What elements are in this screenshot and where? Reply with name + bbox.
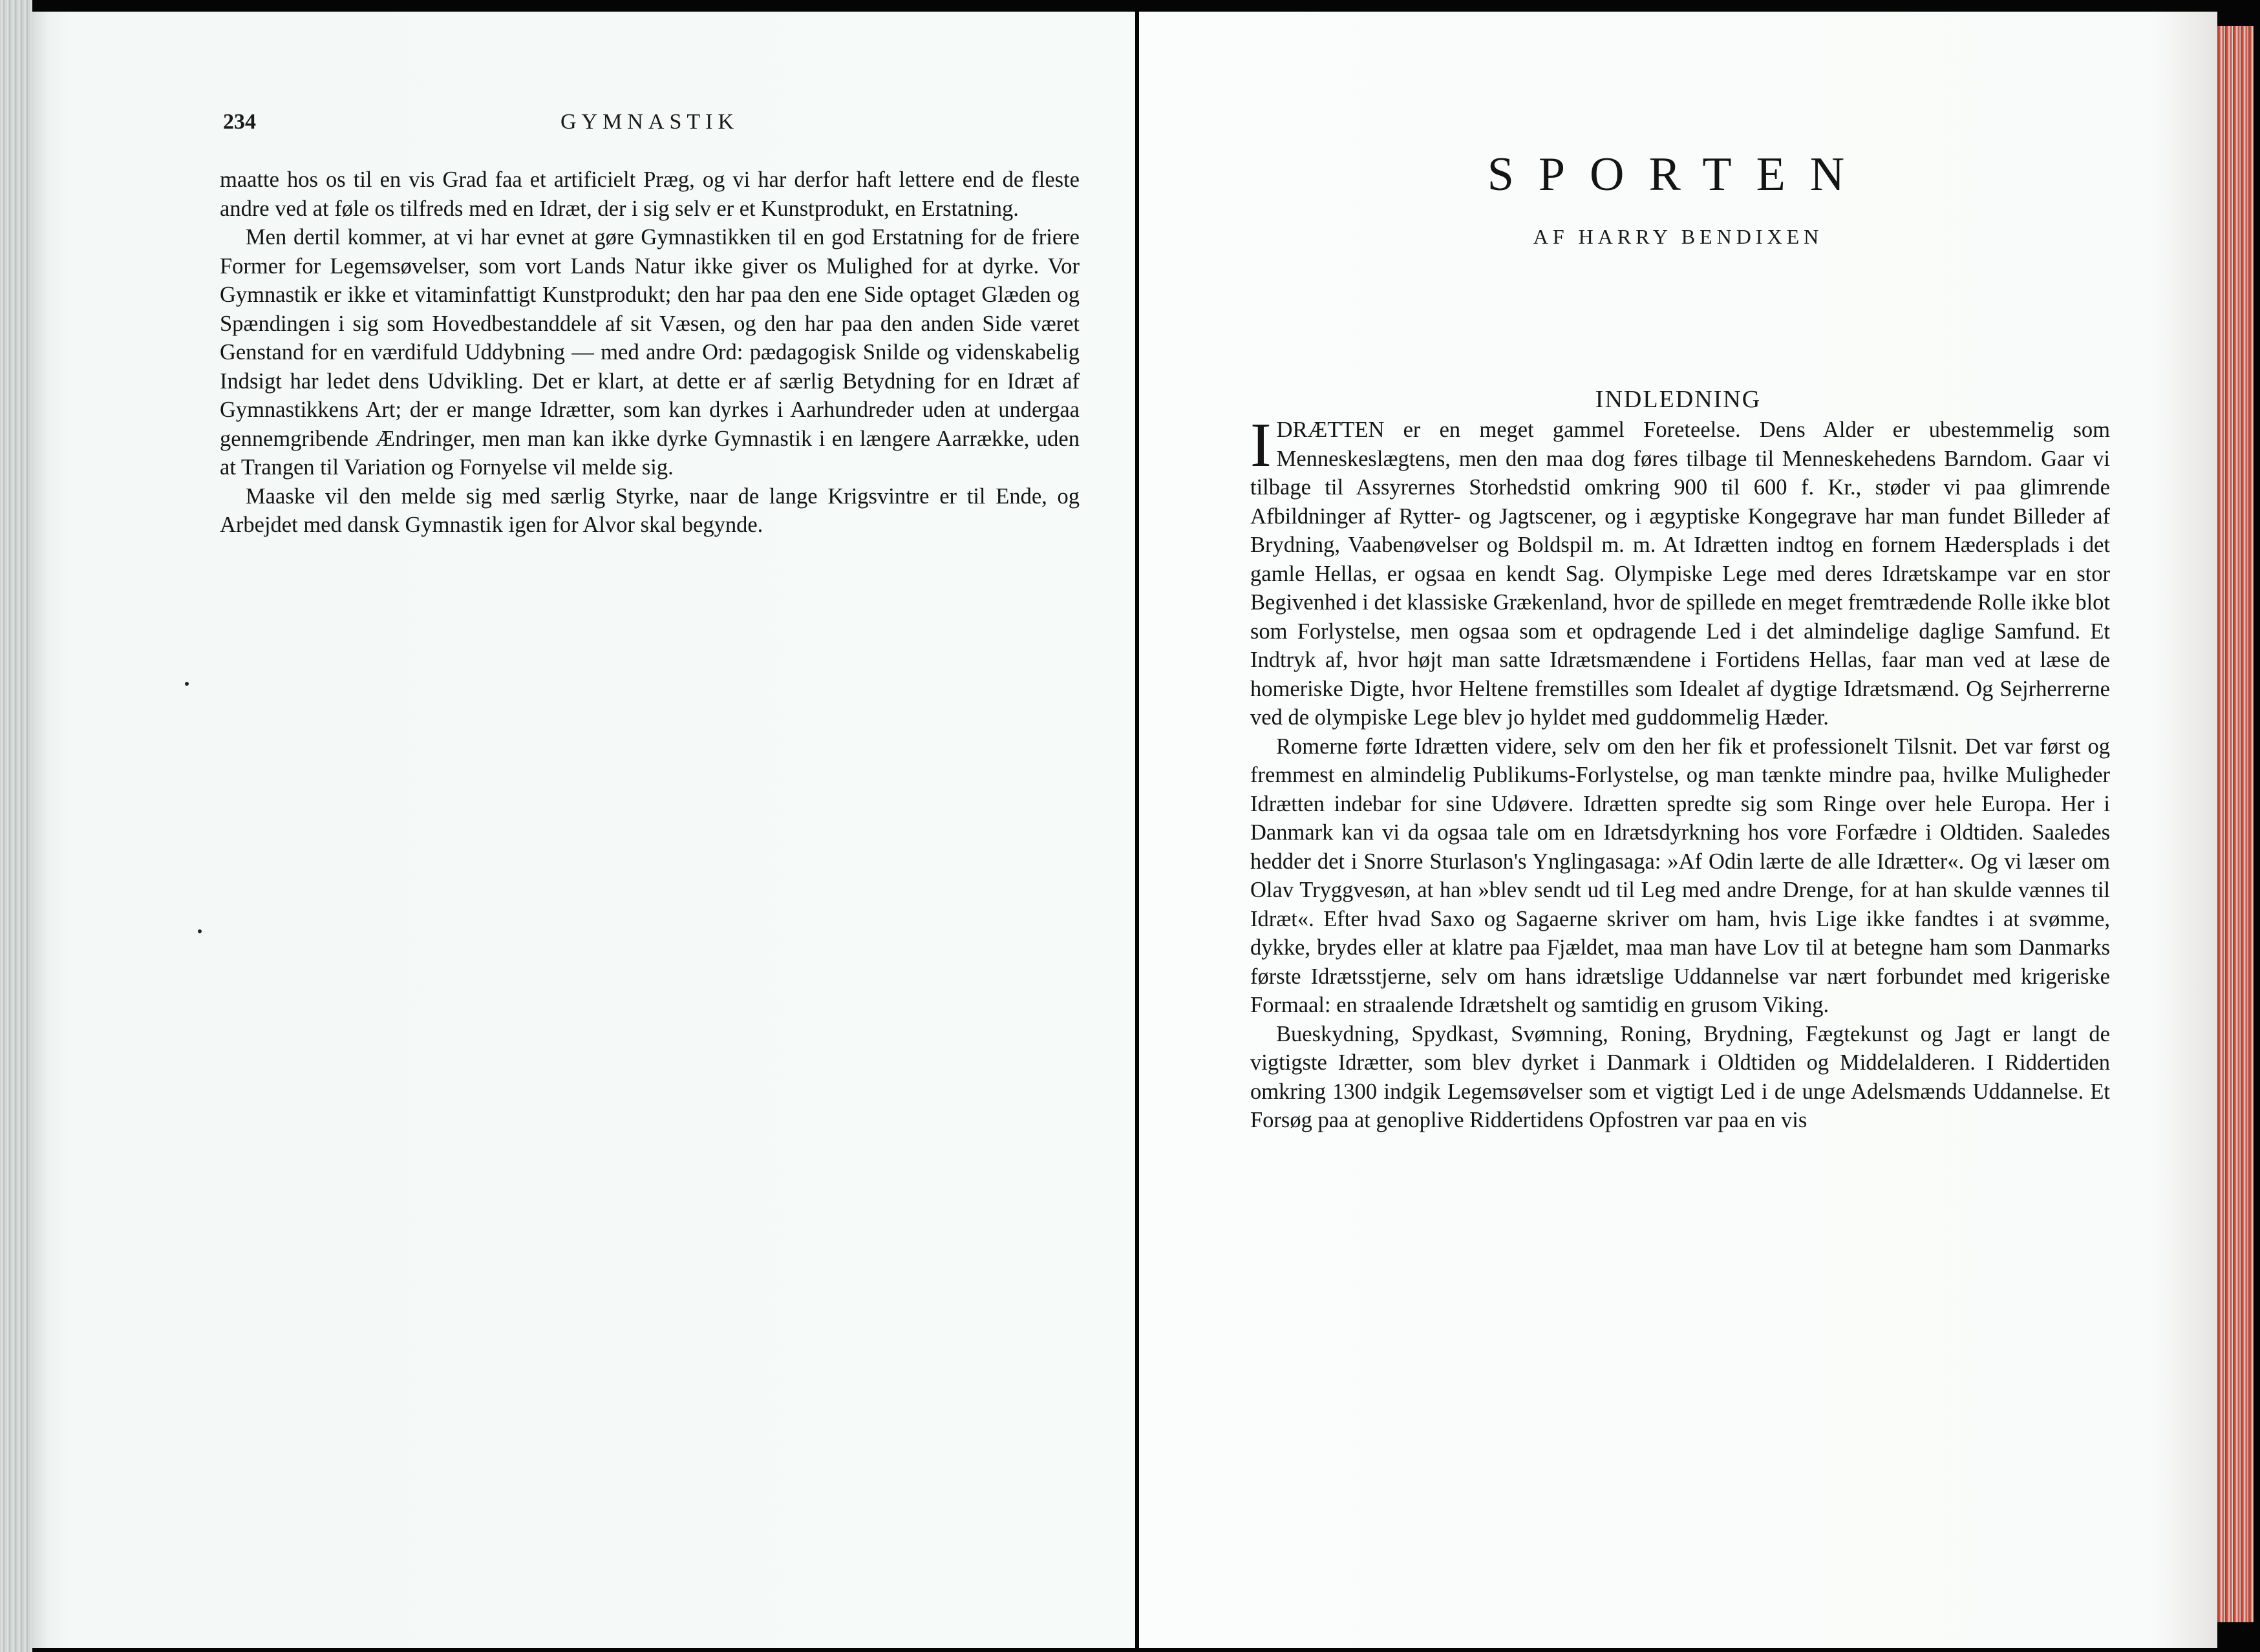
first-paragraph-text: er en meget gammel Foreteelse. Dens Alder er ubestemmelig som Menneskeslægtens, men den maa dog føres tilbage til Menneskehedens Barndom. Gaar vi tilbage til Assyrernes Storhedstid omkring 900 til 600 f. Kr., støder vi paa glimrende Afbildninger af Rytter- og Jagtscener, og i ægyptiske Kongegrave har man fundet Billeder af Brydning, Vaabenøvelser og Boldspil m. m. At Idrætten indtog en fornem Hædersplads i det gamle Hellas, er ogsaa en kendt Sag. Olympiske Lege med deres Idrætskampe var en stor Begivenhed i det klassiske Grækenland, hvor de spillede en meget fremtrædende Rolle ikke blot som Forlystelse, men ogsaa som et opdragende Led i det almindelige daglige Samfund. Et Indtryk af, hvor højt man satte Idrætsmændene i Fortidens Hellas, faar man ved at læse de homeriske Digte, hvor Heltene fremstilles som Idealet af dygtige Idrætsmænd. Og Sejrherrerne ved de olympiske Lege blev jo hyldet med guddommelig Hæder. <box>1250 418 2110 730</box>
page-number: 234 <box>223 110 256 134</box>
first-word-small-caps: DRÆTTEN <box>1276 418 1385 442</box>
right-page <box>1139 12 2217 1648</box>
chapter-title: SPORTEN <box>1487 148 1870 201</box>
right-page-edge <box>2217 26 2254 1622</box>
paragraph: Men dertil kommer, at vi har evnet at gøre Gymnastikken til en god Erstatning for de friere Former for Legemsøvelser, som vort Lands Natur ikke giver os Mulighed for at dyrke. Vor Gymnastik er ikke et vitaminfattigt Kunstprodukt; den har paa den ene Side optaget Glæden og Spændingen i sig som Hovedbestanddele af sit Væsen, og den har paa den anden Side været Genstand for en værdifuld Uddybning — med andre Ord: pædagogisk Snilde og videnskabelig Indsigt har ledet dens Udvikling. Det er klart, at dette er af særlig Betydning for en Idræt af Gymnastikkens Art; der er mange Idrætter, som kan dyrkes i Aarhundreder uden at undergaa gennemgribende Ændringer, men man kan ikke dyrke Gymnastik i en længere Aarrække, uden at Trangen til Variation og Fornyelse vil melde sig. <box>220 225 1080 480</box>
author-line: AF HARRY BENDIXEN <box>1533 225 1824 248</box>
paragraph: Romerne førte Idrætten videre, selv om den her fik et professionelt Tilsnit. Det var først og fremmest en almindelig Publikums-Forlystelse, og man tænkte mindre paa, hvilke Muligheder Idrætten indebar for sine Udøvere. Idrætten spredte sig som Ringe over hele Europa. Her i Danmark kan vi da ogsaa tale om en Idrætsdyrkning hos vore Forfædre i Oldtiden. Saaledes hedder det i Snorre Sturlason's Ynglingasaga: »Af Odin lærte de alle Idrætter«. Og vi læser om Olav Tryggvesøn, at han »blev sendt ud til Leg med andre Drenge, for at han skulde vænnes til Idræt«. Efter hvad Saxo og Sagaerne skriver om ham, hvis Lige ikke fandtes i at svømme, dykke, brydes eller at klatre paa Fjældet, maa man have Lov til at betegne ham som Danmarks første Idrætsstjerne, selv om hans idrætslige Uddannelse var nært forbundet med krigeriske Formaal: en straalende Idrætshelt og samtidig en grusom Viking. <box>1250 734 2110 1017</box>
section-heading: INDLEDNING <box>1595 386 1762 413</box>
paragraph: Bueskydning, Spydkast, Svømning, Roning, Brydning, Fægtekunst og Jagt er langt de vigtigste Idrætter, som blev dyrket i Danmark i Oldtiden og Middelalderen. I Riddertiden omkring 1300 indgik Legemsøvelser som et vigtigt Led i de unge Adelsmænds Uddannelse. Et Forsøg paa at genoplive Riddertidens Opfostren var paa en vis <box>1250 1021 2110 1132</box>
running-title: GYMNASTIK <box>560 110 739 134</box>
drop-cap: I <box>1250 410 1272 480</box>
paragraph: maatte hos os til en vis Grad faa et artificielt Præg, og vi har derfor haft lettere end de fleste andre ved at føle os tilfreds med en Idræt, der i sig selv er et Kunstprodukt, en Erstatning. <box>220 167 1080 221</box>
paper-speck <box>185 682 189 686</box>
right-body-text <box>1250 410 2110 1135</box>
paper-speck <box>198 929 202 933</box>
left-body-text <box>220 165 1080 540</box>
left-page <box>32 12 1135 1648</box>
paragraph: Maaske vil den melde sig med særlig Styrke, naar de lange Krigsvintre er til Ende, og Arbejdet med dansk Gymnastik igen for Alvor skal begynde. <box>220 483 1080 537</box>
first-paragraph <box>1250 410 2110 732</box>
left-page-edge <box>0 0 32 1652</box>
